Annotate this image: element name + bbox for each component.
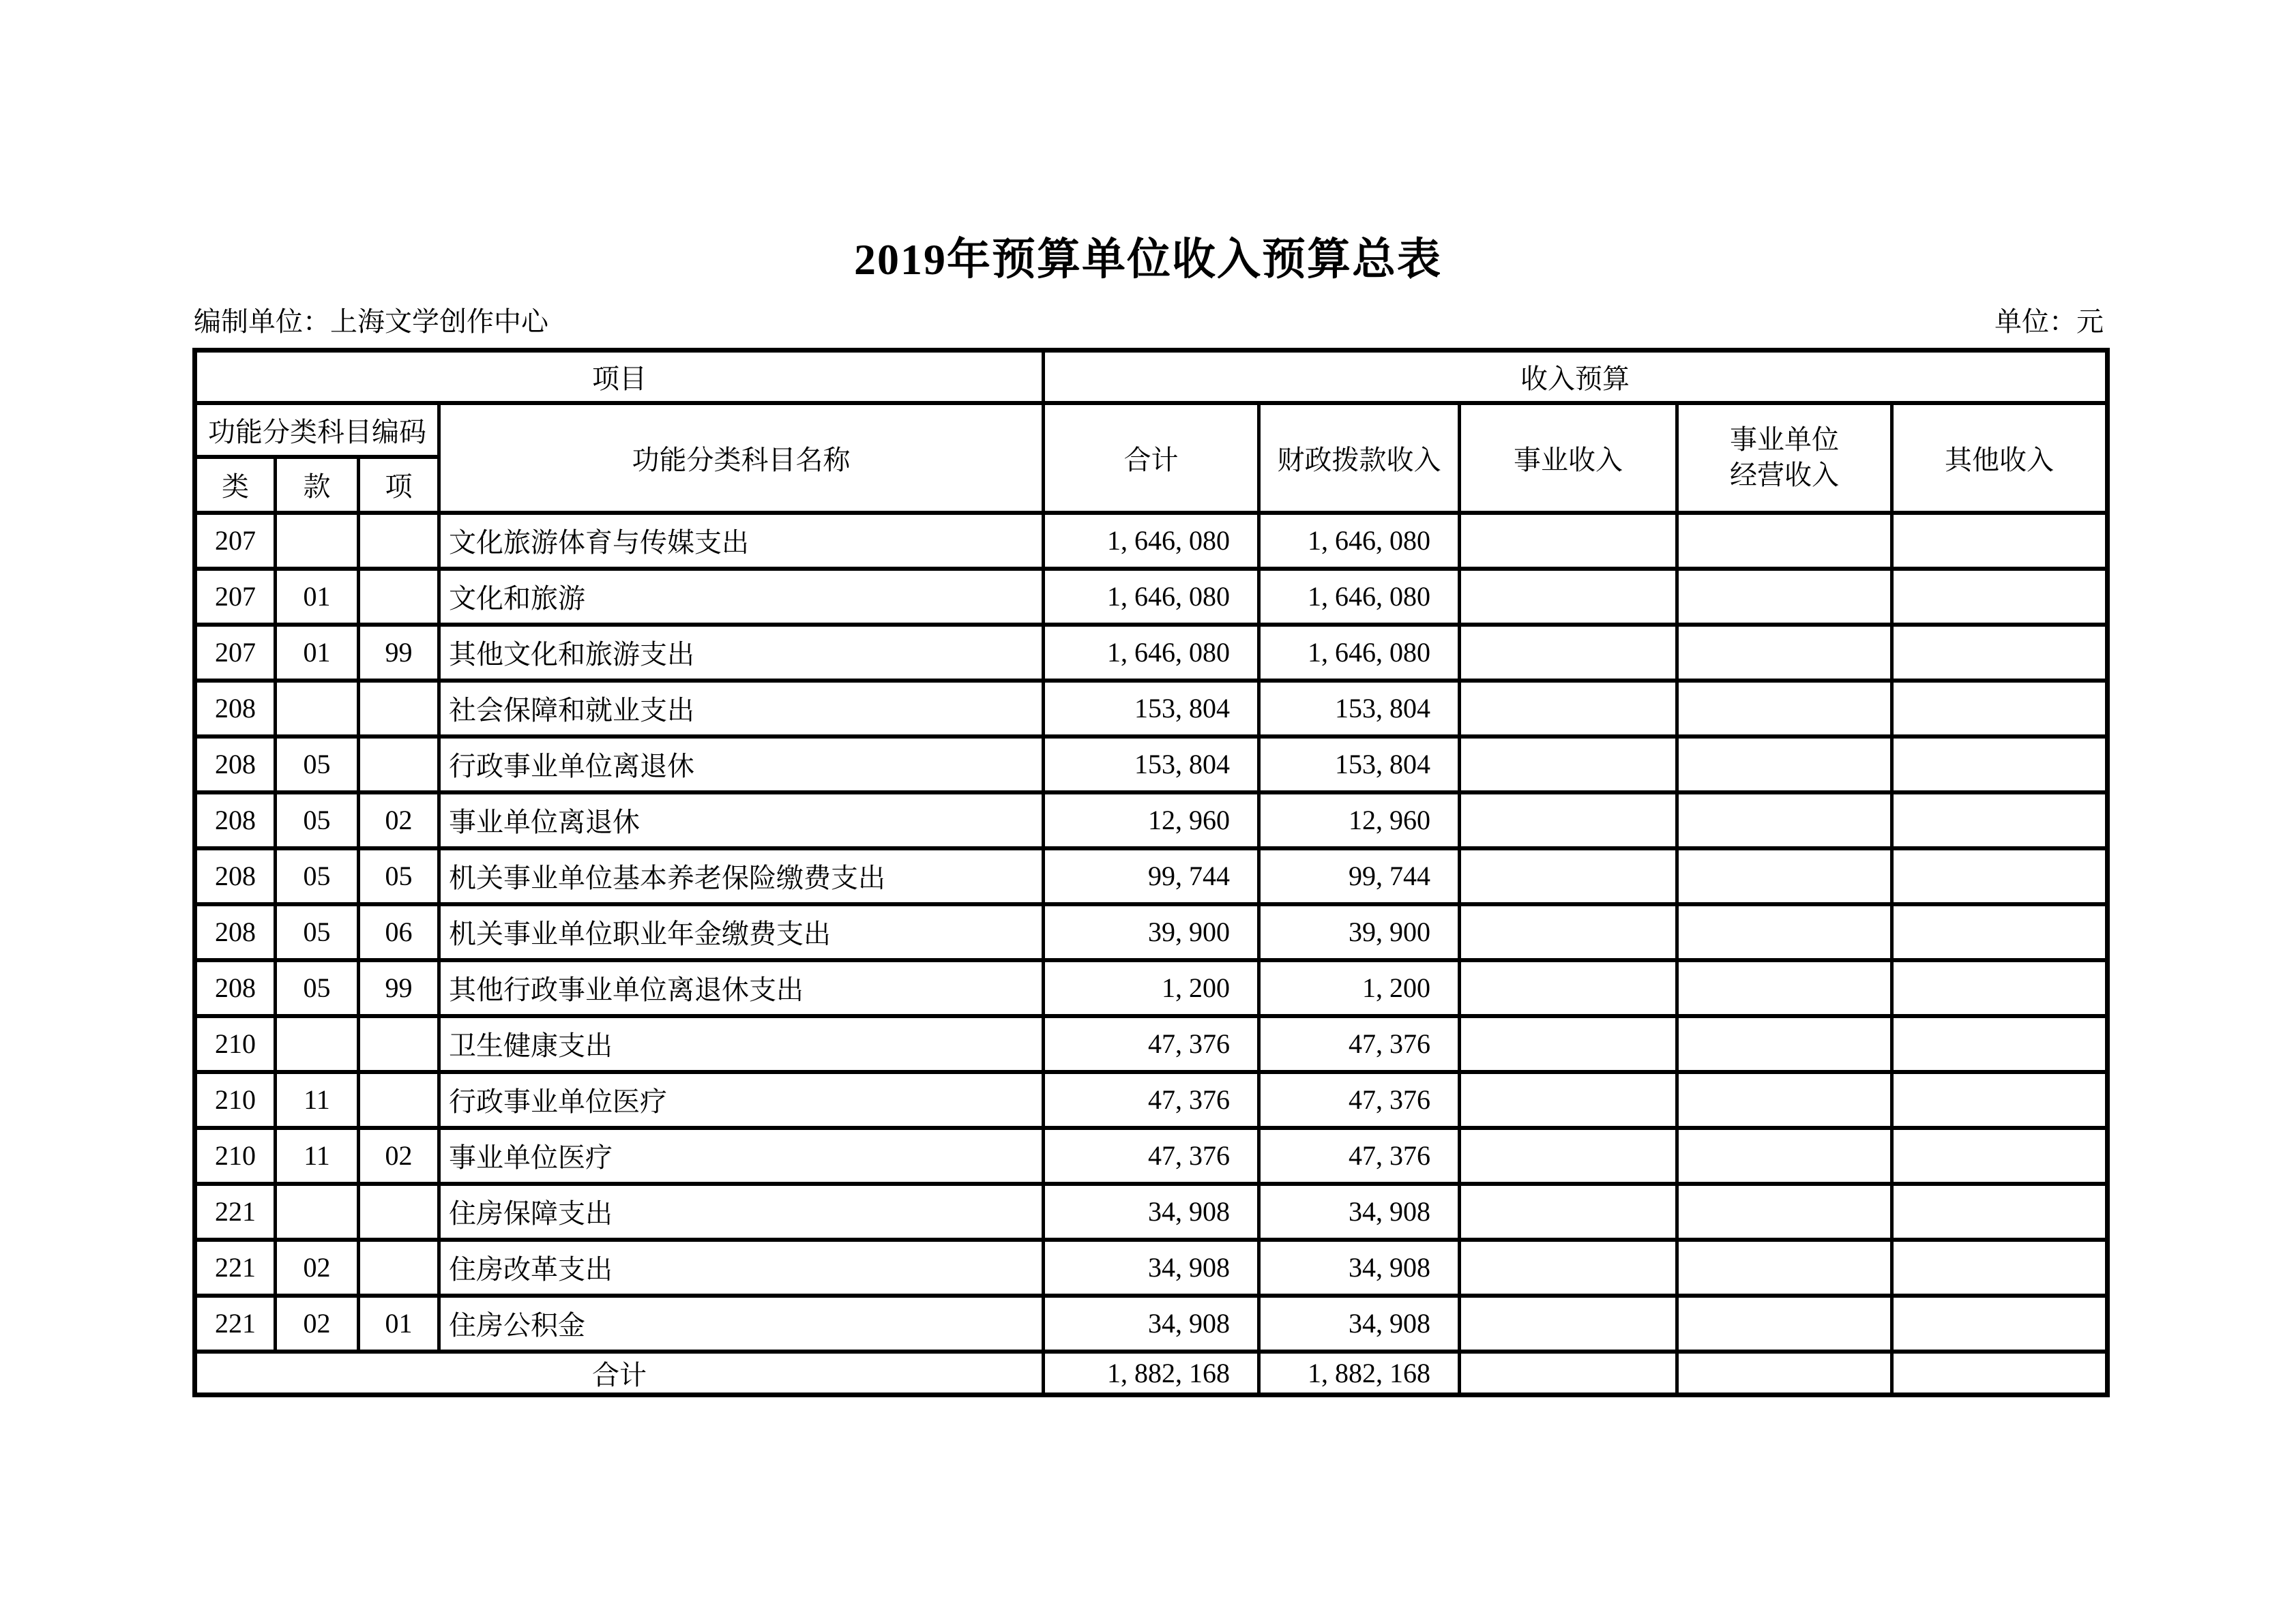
cell-operating-income [1677,569,1892,625]
cell-operating-income [1677,513,1892,569]
meta-row [194,306,2104,338]
cell-xiang-code [359,1016,439,1072]
budget-table [192,348,2110,1397]
cell-fiscal-income: 1, 646, 080 [1259,513,1460,569]
cell-operating-income [1677,1184,1892,1240]
cell-class-code: 221 [195,1240,276,1296]
cell-kuan-code [276,681,359,736]
cell-institution-income [1460,1016,1677,1072]
cell-institution-income [1460,569,1677,625]
cell-total: 34, 908 [1044,1296,1259,1352]
cell-kuan-code [276,513,359,569]
cell-institution-income [1460,792,1677,848]
cell-subject-name: 住房保障支出 [439,1184,1044,1240]
table-row [195,1016,2108,1072]
cell-xiang-code: 99 [359,625,439,681]
cell-class-code: 208 [195,848,276,904]
table-row [195,681,2108,736]
cell-institution-income [1460,848,1677,904]
cell-kuan-code [276,1184,359,1240]
cell-fiscal-income: 47, 376 [1259,1072,1460,1128]
cell-subject-name: 事业单位医疗 [439,1128,1044,1184]
header-function-code-group: 功能分类科目编码 [195,403,439,457]
cell-total: 1, 200 [1044,960,1259,1016]
cell-xiang-code: 05 [359,848,439,904]
cell-kuan-code: 01 [276,625,359,681]
cell-fiscal-income: 99, 744 [1259,848,1460,904]
cell-fiscal-income: 1, 646, 080 [1259,569,1460,625]
table-row [195,960,2108,1016]
cell-institution-income [1460,681,1677,736]
cell-kuan-code: 05 [276,848,359,904]
header-fiscal-grant-income: 财政拨款收入 [1259,403,1460,513]
cell-fiscal-income: 47, 376 [1259,1016,1460,1072]
cell-total-fiscal-income: 1, 882, 168 [1259,1352,1460,1395]
cell-other-income [1892,736,2108,792]
unit-label: 单位：元 [1995,306,2104,337]
cell-operating-income [1677,681,1892,736]
table-row [195,1072,2108,1128]
header-function-name: 功能分类科目名称 [439,403,1044,513]
cell-xiang-code [359,1240,439,1296]
cell-fiscal-income: 34, 908 [1259,1296,1460,1352]
cell-subject-name: 机关事业单位基本养老保险缴费支出 [439,848,1044,904]
cell-institution-income [1460,1184,1677,1240]
header-institution-income: 事业收入 [1460,403,1677,513]
cell-total: 34, 908 [1044,1240,1259,1296]
cell-kuan-code: 11 [276,1072,359,1128]
cell-institution-income [1460,1296,1677,1352]
cell-xiang-code [359,736,439,792]
cell-subject-name: 行政事业单位医疗 [439,1072,1044,1128]
cell-kuan-code: 01 [276,569,359,625]
cell-other-income [1892,848,2108,904]
page-title: 2019年预算单位收入预算总表 [854,235,1442,284]
cell-subject-name: 文化旅游体育与传媒支出 [439,513,1044,569]
cell-other-income [1892,904,2108,960]
cell-other-income [1892,792,2108,848]
cell-fiscal-income: 1, 200 [1259,960,1460,1016]
cell-fiscal-income: 153, 804 [1259,681,1460,736]
table-row [195,736,2108,792]
header-institution-operating-income-line2: 经营收入 [1730,460,1839,490]
cell-subject-name: 其他行政事业单位离退休支出 [439,960,1044,1016]
cell-fiscal-income: 153, 804 [1259,736,1460,792]
cell-fiscal-income: 47, 376 [1259,1128,1460,1184]
cell-operating-income [1677,1128,1892,1184]
cell-total: 1, 646, 080 [1044,513,1259,569]
cell-subject-name: 住房公积金 [439,1296,1044,1352]
cell-subject-name: 文化和旅游 [439,569,1044,625]
cell-operating-income [1677,848,1892,904]
cell-other-income [1892,681,2108,736]
cell-xiang-code [359,569,439,625]
cell-total: 1, 646, 080 [1044,569,1259,625]
cell-class-code: 208 [195,792,276,848]
header-row-1 [195,351,2108,403]
cell-class-code: 208 [195,736,276,792]
cell-other-income [1892,1016,2108,1072]
cell-total: 1, 646, 080 [1044,625,1259,681]
cell-other-income [1892,960,2108,1016]
cell-xiang-code: 99 [359,960,439,1016]
cell-total: 153, 804 [1044,681,1259,736]
cell-fiscal-income: 12, 960 [1259,792,1460,848]
cell-total-operating-income [1677,1352,1892,1395]
cell-operating-income [1677,625,1892,681]
cell-total-institution-income [1460,1352,1677,1395]
cell-subject-name: 行政事业单位离退休 [439,736,1044,792]
header-other-income: 其他收入 [1892,403,2108,513]
header-institution-operating-income [1677,403,1892,513]
cell-class-code: 221 [195,1184,276,1240]
total-row [195,1352,2108,1395]
table-row [195,792,2108,848]
header-income-budget: 收入预算 [1044,351,2108,403]
header-code-kuan: 款 [276,457,359,513]
cell-class-code: 207 [195,625,276,681]
cell-class-code: 207 [195,569,276,625]
cell-total: 99, 744 [1044,848,1259,904]
cell-subject-name: 社会保障和就业支出 [439,681,1044,736]
cell-subject-name: 卫生健康支出 [439,1016,1044,1072]
cell-kuan-code: 02 [276,1240,359,1296]
cell-other-income [1892,1240,2108,1296]
cell-total-other-income [1892,1352,2108,1395]
cell-institution-income [1460,904,1677,960]
cell-total: 47, 376 [1044,1128,1259,1184]
header-total: 合计 [1044,403,1259,513]
cell-kuan-code: 05 [276,960,359,1016]
cell-total: 34, 908 [1044,1184,1259,1240]
cell-kuan-code: 11 [276,1128,359,1184]
cell-kuan-code [276,1016,359,1072]
table-row [195,569,2108,625]
cell-total-sum: 1, 882, 168 [1044,1352,1259,1395]
cell-other-income [1892,569,2108,625]
cell-kuan-code: 05 [276,792,359,848]
header-institution-operating-income-line1: 事业单位 [1730,424,1839,455]
cell-xiang-code [359,513,439,569]
table-row [195,848,2108,904]
cell-institution-income [1460,625,1677,681]
header-code-class: 类 [195,457,276,513]
cell-total: 47, 376 [1044,1072,1259,1128]
cell-kuan-code: 05 [276,904,359,960]
cell-institution-income [1460,1072,1677,1128]
cell-operating-income [1677,1072,1892,1128]
cell-total: 39, 900 [1044,904,1259,960]
cell-other-income [1892,1296,2108,1352]
cell-total: 153, 804 [1044,736,1259,792]
table-body [195,513,2108,1352]
cell-fiscal-income: 39, 900 [1259,904,1460,960]
table-row [195,513,2108,569]
cell-operating-income [1677,792,1892,848]
cell-class-code: 210 [195,1072,276,1128]
table-row [195,1184,2108,1240]
prepared-by-label: 编制单位：上海文学创作中心 [194,306,548,337]
table-row [195,1128,2108,1184]
cell-class-code: 208 [195,904,276,960]
cell-other-income [1892,625,2108,681]
cell-subject-name: 机关事业单位职业年金缴费支出 [439,904,1044,960]
table-row [195,904,2108,960]
cell-operating-income [1677,904,1892,960]
cell-institution-income [1460,1128,1677,1184]
header-project: 项目 [195,351,1044,403]
table-row [195,625,2108,681]
cell-class-code: 208 [195,960,276,1016]
cell-institution-income [1460,960,1677,1016]
cell-operating-income [1677,1240,1892,1296]
cell-subject-name: 其他文化和旅游支出 [439,625,1044,681]
table-row [195,1296,2108,1352]
cell-subject-name: 事业单位离退休 [439,792,1044,848]
cell-other-income [1892,1128,2108,1184]
cell-total: 47, 376 [1044,1016,1259,1072]
cell-class-code: 208 [195,681,276,736]
cell-other-income [1892,1184,2108,1240]
cell-fiscal-income: 1, 646, 080 [1259,625,1460,681]
table-row [195,1240,2108,1296]
cell-total-label: 合计 [195,1352,1044,1395]
header-code-xiang: 项 [359,457,439,513]
cell-total: 12, 960 [1044,792,1259,848]
cell-xiang-code: 01 [359,1296,439,1352]
header-row-2 [195,403,2108,457]
cell-institution-income [1460,513,1677,569]
cell-xiang-code: 02 [359,792,439,848]
cell-xiang-code [359,681,439,736]
cell-other-income [1892,1072,2108,1128]
cell-operating-income [1677,736,1892,792]
cell-institution-income [1460,736,1677,792]
cell-operating-income [1677,1296,1892,1352]
cell-operating-income [1677,1016,1892,1072]
cell-operating-income [1677,960,1892,1016]
cell-fiscal-income: 34, 908 [1259,1240,1460,1296]
cell-xiang-code: 06 [359,904,439,960]
cell-fiscal-income: 34, 908 [1259,1184,1460,1240]
cell-xiang-code [359,1072,439,1128]
cell-class-code: 210 [195,1016,276,1072]
cell-class-code: 210 [195,1128,276,1184]
cell-xiang-code [359,1184,439,1240]
cell-xiang-code: 02 [359,1128,439,1184]
cell-class-code: 221 [195,1296,276,1352]
cell-other-income [1892,513,2108,569]
cell-subject-name: 住房改革支出 [439,1240,1044,1296]
cell-institution-income [1460,1240,1677,1296]
cell-kuan-code: 02 [276,1296,359,1352]
cell-kuan-code: 05 [276,736,359,792]
cell-class-code: 207 [195,513,276,569]
